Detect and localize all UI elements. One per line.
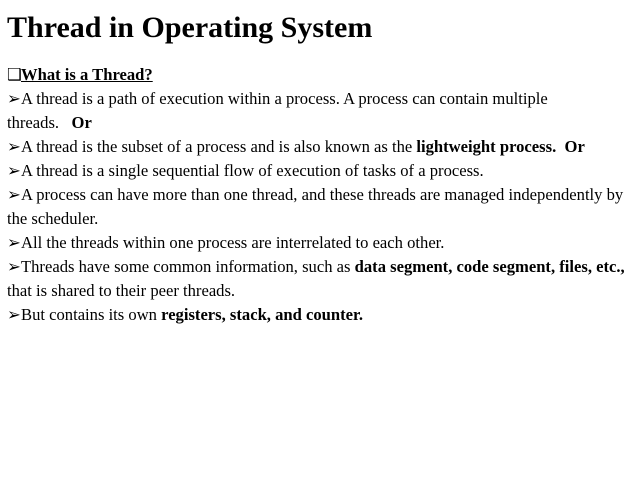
arrow-bullet-icon: ➢ <box>7 257 21 276</box>
bullet-text: that is shared to their peer threads. <box>7 281 236 300</box>
bullet-bold-text: Or <box>564 137 585 156</box>
bullet-item <box>7 159 633 183</box>
bullet-text: Threads have some common information, such as <box>21 257 355 276</box>
bullet-item <box>7 87 633 135</box>
bullet-bold-text: registers, stack, and counter. <box>161 305 364 324</box>
bullet-bold-text: data segment, code segment, files, etc., <box>354 257 625 276</box>
bullet-text: A thread is the subset of a process and is also known as the <box>21 137 417 156</box>
bullet-item <box>7 135 633 159</box>
bullet-text: All the threads within one process are interrelated to each other. <box>21 233 445 252</box>
slide-title: Thread in Operating System <box>7 11 373 44</box>
bullet-text: But contains its own <box>21 305 162 324</box>
arrow-bullet-icon: ➢ <box>7 161 21 180</box>
arrow-bullet-icon: ➢ <box>7 89 21 108</box>
bullet-item <box>7 303 633 327</box>
bullet-text: A thread is a path of execution within a process. A process can contain multiple threads. <box>7 89 548 132</box>
slide-content <box>7 63 633 327</box>
bullet-item <box>7 231 633 255</box>
arrow-bullet-icon: ➢ <box>7 305 21 324</box>
bullet-bold-text: lightweight process. <box>416 137 557 156</box>
section-heading <box>7 63 633 87</box>
bullet-item <box>7 255 633 303</box>
arrow-bullet-icon: ➢ <box>7 233 21 252</box>
checkbox-bullet-icon: ❑ <box>7 65 22 84</box>
bullet-item <box>7 183 633 231</box>
arrow-bullet-icon: ➢ <box>7 185 21 204</box>
bullet-text: A thread is a single sequential flow of execution of tasks of a process. <box>21 161 484 180</box>
bullet-bold-text: Or <box>71 113 92 132</box>
arrow-bullet-icon: ➢ <box>7 137 21 156</box>
bullet-text: A process can have more than one thread, and these threads are managed independently by the scheduler. <box>7 185 624 228</box>
section-heading-text: What is a Thread? <box>21 65 153 84</box>
